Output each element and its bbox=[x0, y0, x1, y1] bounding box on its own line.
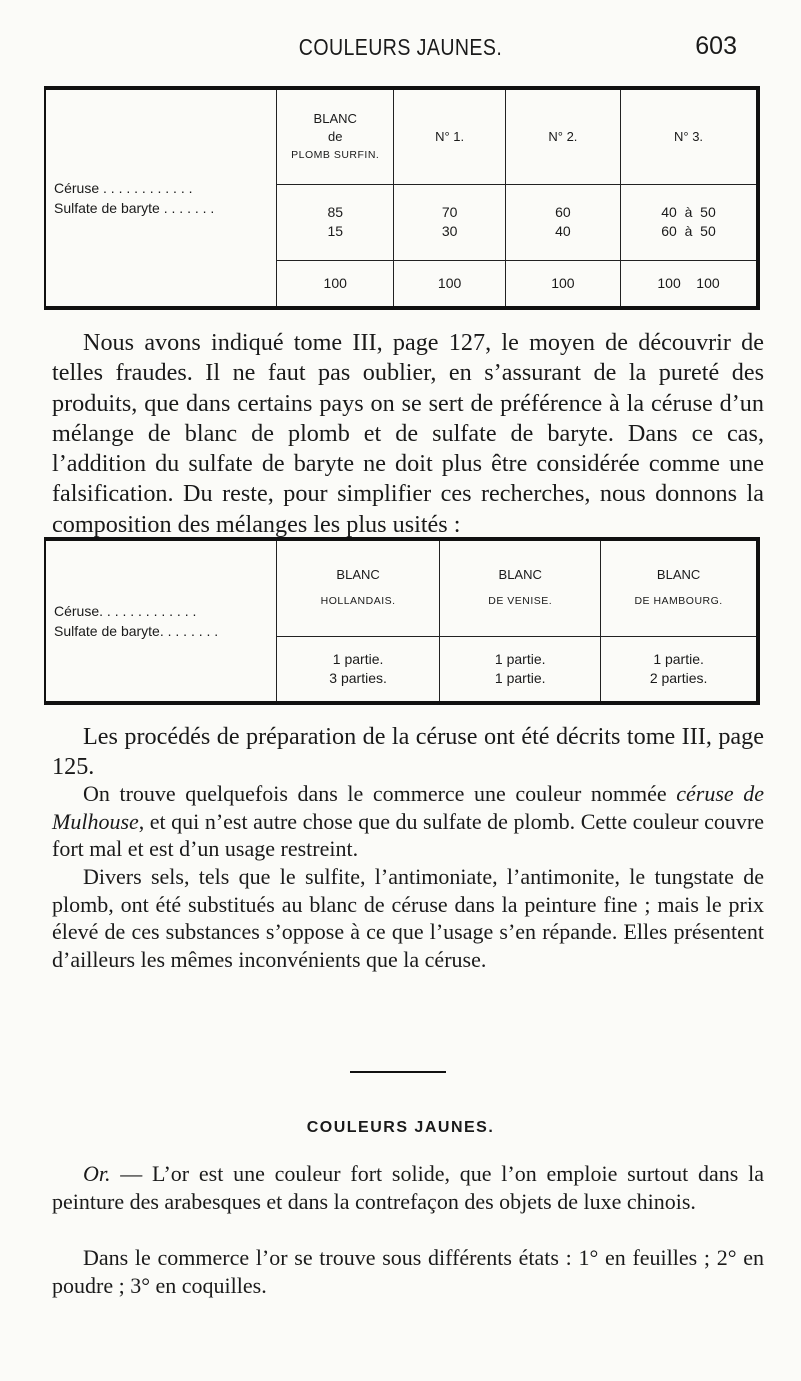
composition-table-grades bbox=[44, 86, 760, 310]
paragraph-etats: Dans le commerce l’or se trouve sous différents états : 1° en feuilles ; 2° en poudre ; 3° en coquilles. bbox=[52, 1245, 764, 1298]
paragraph-mulhouse bbox=[52, 780, 764, 863]
row-label-ceruse: Céruse. . . . . . . . . . . . . bbox=[54, 603, 197, 619]
cell-values bbox=[601, 636, 758, 703]
cell-values bbox=[277, 184, 394, 260]
cell-value: 85 bbox=[327, 204, 344, 220]
cell-value: 2 parties. bbox=[649, 669, 708, 686]
row-label-sulfate: Sulfate de baryte. . . . . . . . bbox=[54, 623, 219, 639]
col-header-line: BLANC bbox=[313, 110, 357, 126]
paragraph-or bbox=[52, 1160, 764, 1215]
cell-value: 60 à 50 bbox=[661, 223, 716, 239]
row-labels-cell bbox=[45, 88, 277, 308]
col-header-line: de bbox=[328, 128, 343, 144]
cell-values bbox=[505, 184, 620, 260]
text-run: On trouve quelquefois dans le commerce une couleur nommée bbox=[83, 781, 677, 806]
page-number: 603 bbox=[695, 32, 737, 60]
total-cell: 100 100 bbox=[621, 260, 758, 308]
cell-value: 30 bbox=[441, 223, 458, 239]
total-cell: 100 bbox=[277, 260, 394, 308]
cell-values bbox=[621, 184, 758, 260]
row-label-sulfate: Sulfate de baryte . . . . . . . bbox=[54, 200, 215, 216]
row-labels-cell bbox=[45, 539, 276, 703]
composition-table-mixtures bbox=[44, 537, 760, 705]
italic-term: céruse de Mulhouse bbox=[52, 781, 764, 834]
cell-value: 1 partie. bbox=[653, 650, 704, 667]
col-header-line: DE HAMBOURG. bbox=[634, 595, 723, 608]
text-run: — L’or est une couleur fort solide, que l’on emploie surtout dans la peinture des arabesques et dans la contrefaçon des objets de luxe chinois. bbox=[52, 1161, 764, 1214]
col-header-line: DE VENISE. bbox=[488, 595, 553, 608]
total-cell: 100 bbox=[394, 260, 505, 308]
cell-value: 40 à 50 bbox=[661, 204, 716, 220]
col-header-line: BLANC bbox=[498, 567, 542, 583]
cell-value: 3 parties. bbox=[329, 669, 387, 686]
section-divider bbox=[350, 1071, 446, 1073]
col-header-line: PLOMB SURFIN. bbox=[291, 148, 380, 161]
cell-value: 1 partie. bbox=[332, 650, 384, 667]
text-run: , et qui n’est autre chose que du sulfate de plomb. Cette couleur couvre fort mal et est d’un usage restreint. bbox=[52, 808, 764, 861]
cell-value: 15 bbox=[327, 223, 344, 239]
row-label-ceruse: Céruse . . . . . . . . . . . . bbox=[54, 180, 193, 196]
italic-term: Or. bbox=[83, 1161, 111, 1186]
col-header-no2: N° 2. bbox=[505, 88, 620, 184]
total-cell: 100 bbox=[505, 260, 620, 308]
cell-values bbox=[276, 636, 439, 703]
cell-value: 1 partie. bbox=[494, 650, 546, 667]
cell-value: 40 bbox=[555, 223, 571, 239]
col-header-no3: N° 3. bbox=[621, 88, 758, 184]
col-header-line: BLANC bbox=[656, 567, 701, 583]
cell-value: 60 bbox=[555, 204, 571, 220]
col-header-hollandais bbox=[276, 539, 439, 636]
cell-values bbox=[440, 636, 601, 703]
paragraph-sels: Divers sels, tels que le sulfite, l’antimoniate, l’antimonite, le tungstate de plomb, ont été substitués au blanc de céruse dans la peinture fine ; mais le prix élevé de ces substances s’oppose à ce que l’usage s’en répande. Elles présentent d’ailleurs les mêmes inconvénients que la céruse. bbox=[52, 864, 764, 972]
paragraph-fraudes: Nous avons indiqué tome III, page 127, le moyen de découvrir de telles fraudes. Il ne faut pas oublier, en s’assurant de la pureté des produits, que dans certains pays on se sert de préférence à la céruse d’un mélange de blanc de plomb et de sulfate de baryte. Dans ce cas, l’addition du sulfate de baryte ne doit plus être considérée comme une falsification. Du reste, pour simplifier ces recherches, nous donnons la composition des mélanges les plus usités : bbox=[52, 329, 764, 538]
cell-value: 70 bbox=[441, 204, 458, 220]
col-header-no1: N° 1. bbox=[394, 88, 505, 184]
page-header bbox=[0, 34, 801, 74]
running-title: COULEURS JAUNES. bbox=[298, 34, 503, 60]
col-header-venise bbox=[440, 539, 601, 636]
col-header-line: BLANC bbox=[336, 567, 380, 583]
col-header-hambourg bbox=[601, 539, 758, 636]
paragraph-procedes: Les procédés de préparation de la céruse ont été décrits tome III, page 125. bbox=[52, 723, 764, 781]
col-header-blanc-plomb bbox=[277, 88, 394, 184]
col-header-line: HOLLANDAIS. bbox=[320, 595, 396, 608]
section-title: COULEURS JAUNES. bbox=[306, 1119, 495, 1136]
cell-values bbox=[394, 184, 505, 260]
cell-value: 1 partie. bbox=[494, 669, 546, 686]
